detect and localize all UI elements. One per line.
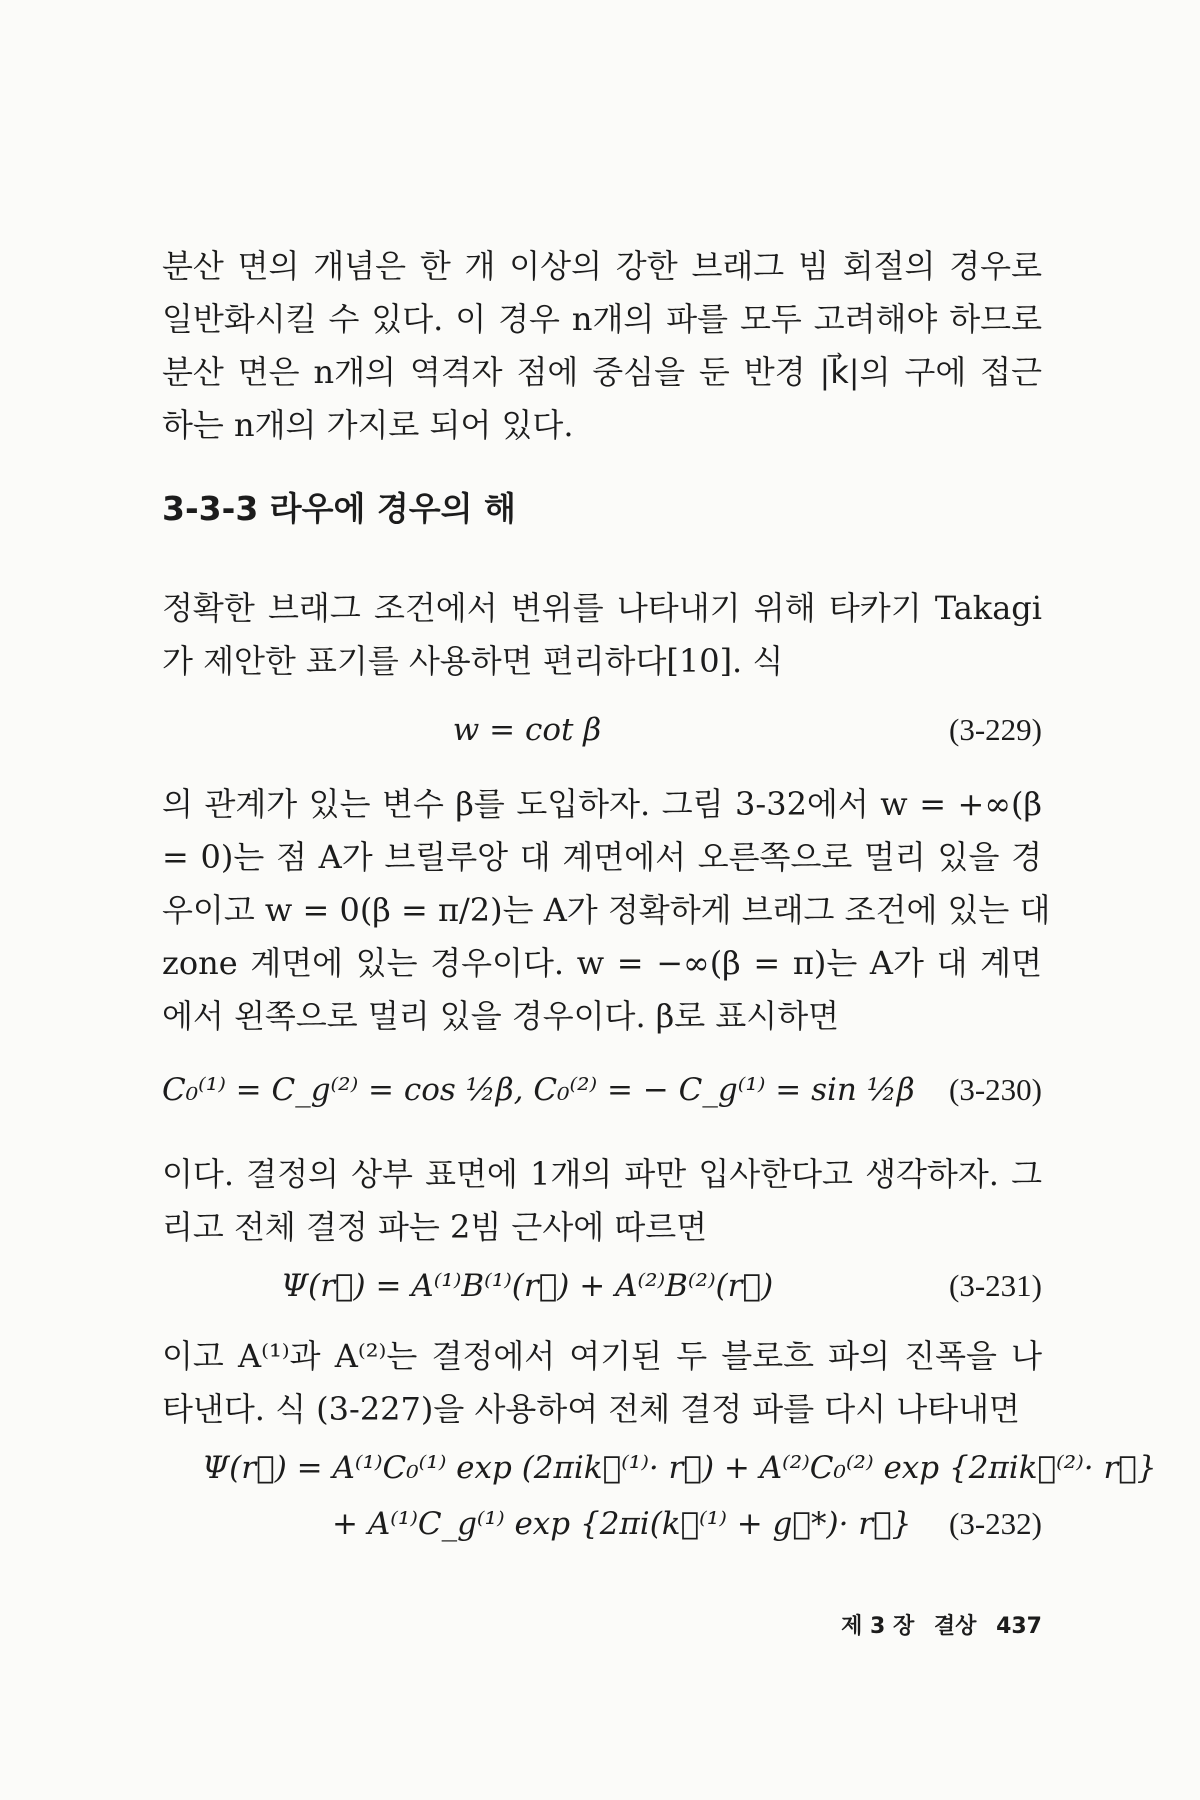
text-line: 분산 면은 n개의 역격자 점에 중심을 둔 반경 |k⃗|의 구에 접근 <box>162 353 1042 391</box>
text-line: zone 계면에 있는 경우이다. w = −∞(β = π)는 A가 대 계면 <box>162 944 1042 982</box>
text-line: 분산 면의 개념은 한 개 이상의 강한 브래그 빔 회절의 경우로 <box>162 247 1042 285</box>
equation-body: Ψ(r⃗) = A⁽¹⁾B⁽¹⁾(r⃗) + A⁽²⁾B⁽²⁾(r⃗) <box>280 1268 774 1304</box>
text-line: 이고 A⁽¹⁾과 A⁽²⁾는 결정에서 여기된 두 블로흐 파의 진폭을 나 <box>162 1337 1042 1375</box>
equation-3-232-line-2 <box>162 1496 1042 1552</box>
text-line: 우이고 w = 0(β = π/2)는 A가 정확하게 브래그 조건에 있는 대 <box>162 891 1051 929</box>
equation-body: Ψ(r⃗) = A⁽¹⁾C₀⁽¹⁾ exp (2πik⃗⁽¹⁾· r⃗) + A⁽²⁾C₀⁽²⁾ exp {2πik⃗⁽²⁾· r⃗} <box>202 1450 1157 1486</box>
page-number: 437 <box>996 1614 1042 1639</box>
text-line: 이다. 결정의 상부 표면에 1개의 파만 입사한다고 생각하자. 그 <box>162 1155 1042 1193</box>
text-line: 타낸다. 식 (3-227)을 사용하여 전체 결정 파를 다시 나타내면 <box>162 1390 1020 1428</box>
equation-3-230 <box>162 1062 1042 1118</box>
paragraph-incident-wave <box>162 1148 1042 1254</box>
equation-3-231 <box>162 1258 1042 1314</box>
equation-body: w = cot β <box>452 712 602 748</box>
page-footer <box>841 1612 1042 1642</box>
text-line: 의 관계가 있는 변수 β를 도입하자. 그림 3-32에서 w = +∞(β <box>162 785 1042 823</box>
equation-body: C₀⁽¹⁾ = C_g⁽²⁾ = cos ½β, C₀⁽²⁾ = − C_g⁽¹⁾ = sin ½β <box>162 1072 915 1108</box>
equation-number: (3-232) <box>949 1506 1042 1541</box>
chapter-title: 결상 <box>933 1614 977 1639</box>
paragraph-bloch-amplitudes <box>162 1330 1042 1436</box>
paragraph-dispersion-surface <box>162 240 1042 452</box>
equation-3-229 <box>162 702 1042 758</box>
text-line: 일반화시킬 수 있다. 이 경우 n개의 파를 모두 고려해야 하므로 <box>162 300 1042 338</box>
equation-number: (3-229) <box>949 712 1042 747</box>
paragraph-variable-beta <box>162 778 1051 1043</box>
text-line: 하는 n개의 가지로 되어 있다. <box>162 406 574 444</box>
text-line: 리고 전체 결정 파는 2빔 근사에 따르면 <box>162 1208 708 1246</box>
chapter-label: 제 3 장 <box>841 1614 915 1639</box>
equation-number: (3-231) <box>949 1268 1042 1303</box>
paragraph-takagi-notation <box>162 582 1042 688</box>
text-line: 정확한 브래그 조건에서 변위를 나타내기 위해 타카기 Takagi <box>162 589 1042 627</box>
equation-body: + A⁽¹⁾C_g⁽¹⁾ exp {2πi(k⃗⁽¹⁾ + g⃗*)· r⃗} <box>332 1506 912 1542</box>
text-line: = 0)는 점 A가 브릴루앙 대 계면에서 오른쪽으로 멀리 있을 경 <box>162 838 1042 876</box>
text-line: 가 제안한 표기를 사용하면 편리하다[10]. 식 <box>162 642 784 680</box>
equation-3-232-line-1 <box>162 1440 1157 1496</box>
equation-number: (3-230) <box>949 1072 1042 1107</box>
section-heading: 3-3-3 라우에 경우의 해 <box>162 489 516 528</box>
text-line: 에서 왼쪽으로 멀리 있을 경우이다. β로 표시하면 <box>162 997 840 1035</box>
